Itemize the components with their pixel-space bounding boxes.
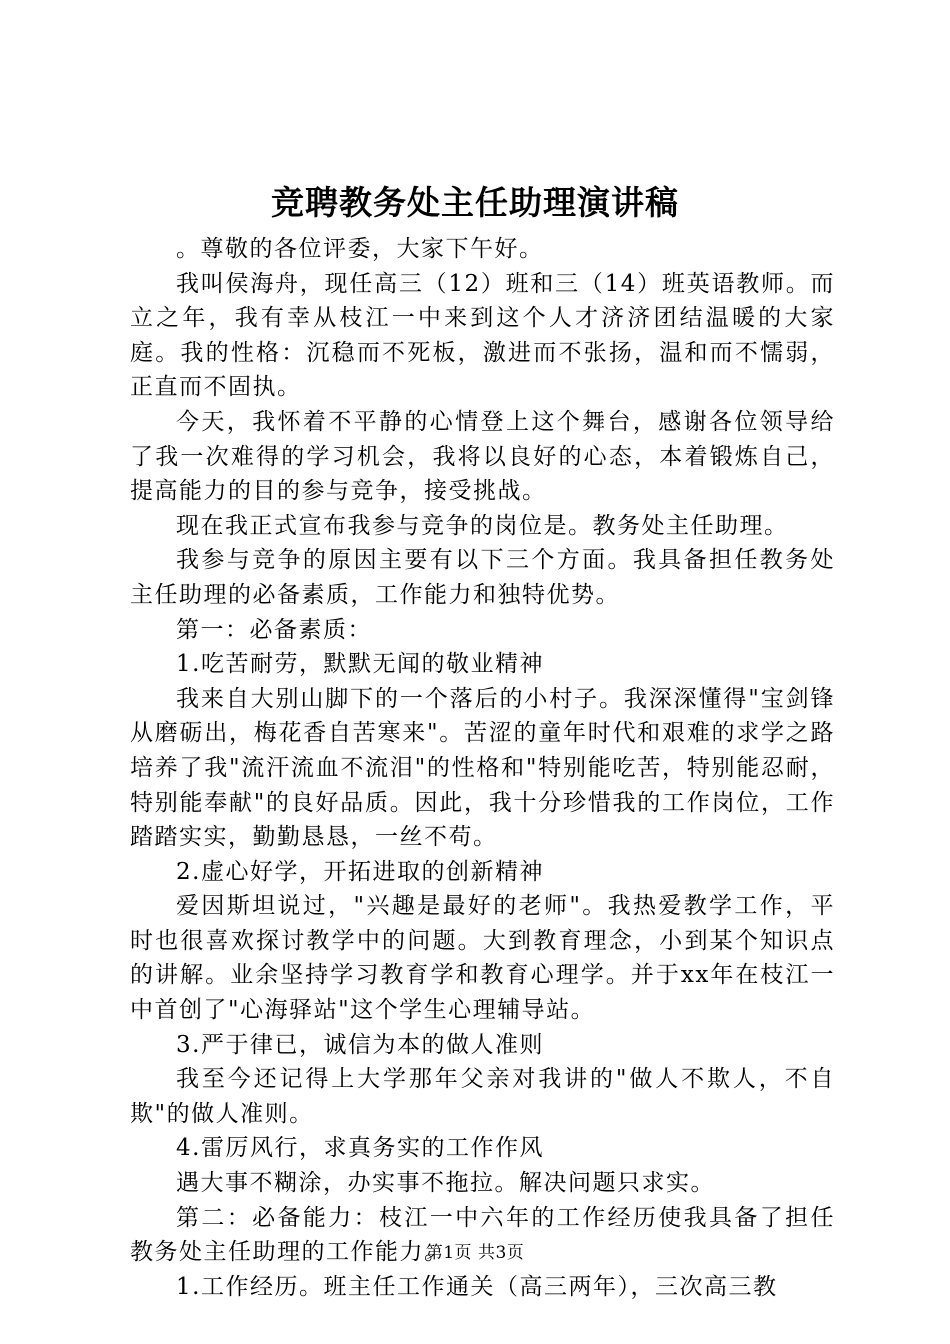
body-paragraph: 我参与竞争的原因主要有以下三个方面。我具备担任教务处主任助理的必备素质，工作能力和独特优势。 — [130, 547, 835, 608]
body-paragraph: 我叫侯海舟，现任高三（12）班和三（14）班英语教师。而立之年，我有幸从枝江一中来到这个人才济济团结温暖的大家庭。我的性格：沉稳而不死板，激进而不张扬，温和而不懦弱，正直而不固执。 — [130, 270, 835, 401]
document-title: 竞聘教务处主任助理演讲稿 — [271, 183, 679, 222]
body-paragraph: 现在我正式宣布我参与竞争的岗位是。教务处主任助理。 — [176, 512, 789, 539]
section-heading: 第二：必备能力：枝江一中六年的工作经历使我具备了担任教务处主任助理的工作能力。 — [130, 1204, 835, 1266]
document-body — [130, 232, 835, 1304]
subsection-heading: 4.雷厉风行，求真务实的工作作风 — [176, 1135, 544, 1162]
body-paragraph: 今天，我怀着不平静的心情登上这个舞台，感谢各位领导给了我一次难得的学习机会，我将以良好的心态，本着锻炼自己，提高能力的目的参与竞争，接受挑战。 — [130, 408, 835, 505]
body-paragraph: 遇大事不糊涂，办实事不拖拉。解决问题只求实。 — [176, 1170, 715, 1197]
body-paragraph: 1.工作经历。班主任工作通关（高三两年），三次高三教 — [176, 1273, 778, 1300]
body-paragraph: 我来自大别山脚下的一个落后的小村子。我深深懂得"宝剑锋从磨砺出，梅花香自苦寒来"。苦涩的童年时代和艰难的求学之路培养了我"流汗流血不流泪"的性格和"特别能吃苦，特别能忍耐，特别能奉献"的良好品质。因此，我十分珍惜我的工作岗位，工作踏踏实实，勤勤恳恳，一丝不苟。 — [130, 685, 835, 851]
subsection-heading: 2.虚心好学，开拓进取的创新精神 — [176, 858, 544, 885]
section-heading: 第一：必备素质： — [176, 616, 372, 643]
page-number-footer: 第1页 共3页 — [425, 1243, 525, 1263]
subsection-heading: 3.严于律已，诚信为本的做人准则 — [176, 1031, 544, 1058]
subsection-heading: 1.吃苦耐劳，默默无闻的敬业精神 — [176, 651, 544, 678]
body-paragraph: 爱因斯坦说过，"兴趣是最好的老师"。我热爱教学工作，平时也很喜欢探讨教学中的问题。大到教育理念，小到某个知识点的讲解。业余坚持学习教育学和教育心理学。并于xx年在枝江一中首创了"心海驿站"这个学生心理辅导站。 — [130, 893, 835, 1024]
body-paragraph: 。尊敬的各位评委，大家下午好。 — [176, 236, 544, 262]
body-paragraph: 我至今还记得上大学那年父亲对我讲的"做人不欺人，不自欺"的做人准则。 — [130, 1066, 835, 1127]
